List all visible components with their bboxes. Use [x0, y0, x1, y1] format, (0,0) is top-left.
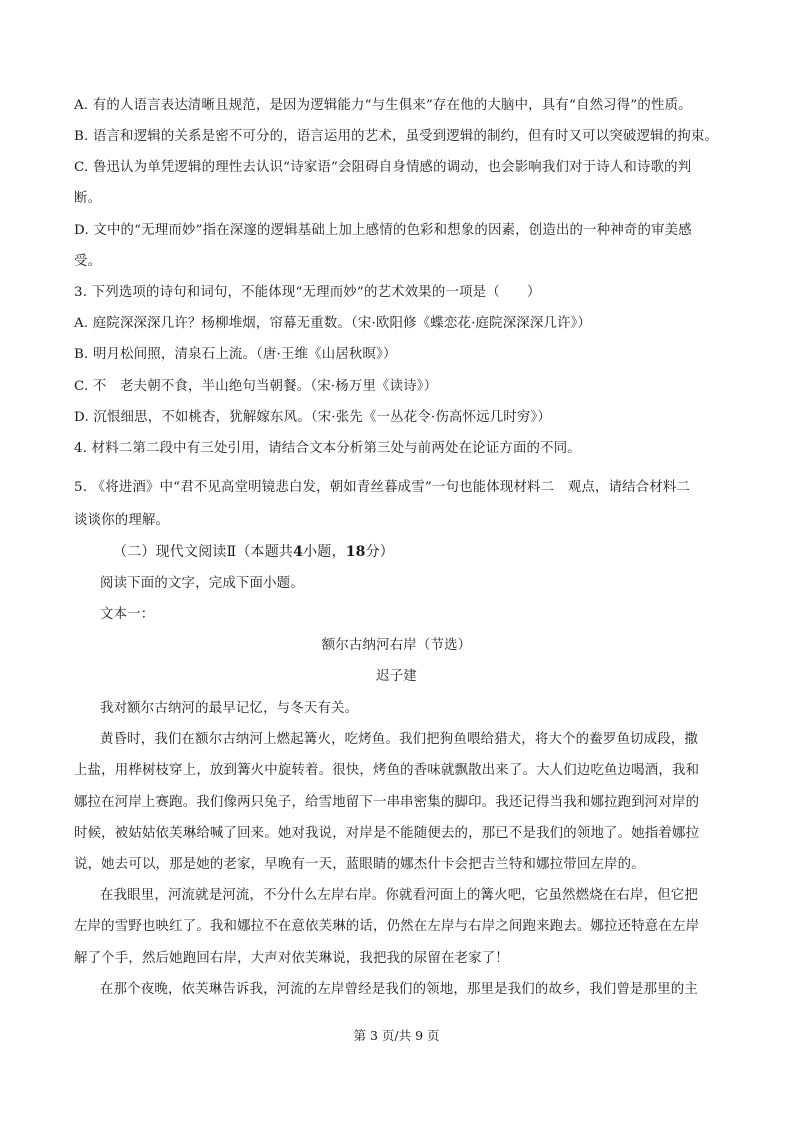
question-4: 4. 材料二第二段中有三处引用，请结合文本分析第三处与前两处在论证方面的不同。 — [74, 441, 581, 456]
option-d-line-2: 受。 — [74, 254, 102, 269]
question-3-option-b: B. 明月松间照，清泉石上流。（唐·王维《山居秋暝》） — [74, 347, 397, 362]
text-one-label: 文本一： — [100, 607, 155, 622]
paragraph-3-line-3: 解了个手，然后她跑回右岸，大声对依芙琳说，我把我的尿留在老家了！ — [74, 951, 509, 966]
section-heading-mid: 小题， — [303, 544, 346, 560]
passage-title: 额尔古纳河右岸（节选） — [321, 638, 472, 653]
section-heading-prefix: （二）现代文阅读Ⅱ（本题共 — [113, 544, 294, 560]
section-score: 18 — [345, 544, 366, 560]
option-c-line-1: C. 鲁迅认为单凭逻辑的理性去认识“诗家语”会阻碍自身情感的调动，也会影响我们对于诗人和诗歌的判 — [74, 160, 692, 175]
paragraph-2-line-1: 黄昏时，我们在额尔古纳河上燃起篝火，吃烤鱼。我们把狗鱼喂给猎犬，将大个的鲞罗鱼切成段，撒 — [100, 732, 698, 747]
paragraph-2-line-4: 时候，被姑姑依芙琳给喊了回来。她对我说，对岸是不能随便去的，那已不是我们的领地了。她指着娜拉 — [74, 826, 700, 841]
question-3: 3. 下列选项的诗句和词句，不能体现“无理而妙”的艺术效果的一项是（ ） — [74, 285, 541, 300]
paragraph-3-line-2: 左岸的雪野也映红了。我和娜拉不在意依芙琳的话，仍然在左岸与右岸之间跑来跑去。娜拉还特意在左岸 — [74, 919, 700, 934]
question-5-line-1: 5. 《将进酒》中“君不见高堂明镜悲白发，朝如青丝暮成雪”一句也能体现材料二 观点，请结合材料二 — [74, 480, 691, 495]
paragraph-1: 我对额尔古纳河的最早记忆，与冬天有关。 — [100, 701, 359, 716]
page-footer: 第 3 页/共 9 页 — [353, 1028, 440, 1043]
paragraph-2-line-5: 说，她去可以，那是她的老家，早晚有一天，蓝眼睛的娜杰什卡会把吉兰特和娜拉带回左岸的。 — [74, 857, 645, 872]
paragraph-2-line-2: 上盐，用桦树枝穿上，放到篝火中旋转着。很快，烤鱼的香味就飘散出来了。大人们边吃鱼边喝酒，我和 — [74, 763, 700, 778]
option-d-line-1: D. 文中的“无理而妙”指在深邃的逻辑基础上加上感情的色彩和想象的因素，创造出的一种神奇的审美感 — [74, 223, 692, 238]
section-heading-suffix: 分） — [365, 544, 394, 560]
section-question-count: 4 — [293, 544, 304, 560]
option-b-line: B. 语言和逻辑的关系是密不可分的，语言运用的艺术，虽受到逻辑的制约，但有时又可以突破逻辑的拘束。 — [74, 129, 719, 144]
paragraph-3-line-1: 在我眼里，河流就是河流，不分什么左岸右岸。你就看河面上的篝火吧，它虽然燃烧在右岸，但它把 — [100, 888, 698, 903]
question-3-option-d: D. 沉恨细思，不如桃杏，犹解嫁东风。（宋·张先《一丛花令·伤高怀远几时穷》） — [74, 410, 551, 425]
reading-instruction: 阅读下面的文字，完成下面小题。 — [100, 576, 304, 591]
paragraph-2-line-3: 娜拉在河岸上赛跑。我们像两只兔子，给雪地留下一串串密集的脚印。我还记得当我和娜拉跑到河对岸的 — [74, 795, 700, 810]
question-3-option-a: A. 庭院深深深几许？杨柳堆烟，帘幕无重数。（宋·欧阳修《蝶恋花·庭院深深深几许》） — [74, 316, 592, 331]
option-a-line: A. 有的人语言表达清晰且规范，是因为逻辑能力“与生俱来”存在他的大脑中，具有“自然习得”的性质。 — [74, 98, 692, 113]
question-3-option-c: C. 不 老夫朝不食，半山绝句当朝餐。（宋·杨万里《读诗》） — [74, 379, 438, 394]
section-heading — [113, 543, 394, 561]
option-c-line-2: 断。 — [74, 191, 102, 206]
paragraph-4-line-1: 在那个夜晚，依芙琳告诉我，河流的左岸曾经是我们的领地，那里是我们的故乡，我们曾是那里的主 — [100, 982, 698, 997]
question-5-line-2: 谈谈你的理解。 — [74, 513, 170, 528]
passage-author: 迟子建 — [376, 669, 417, 684]
